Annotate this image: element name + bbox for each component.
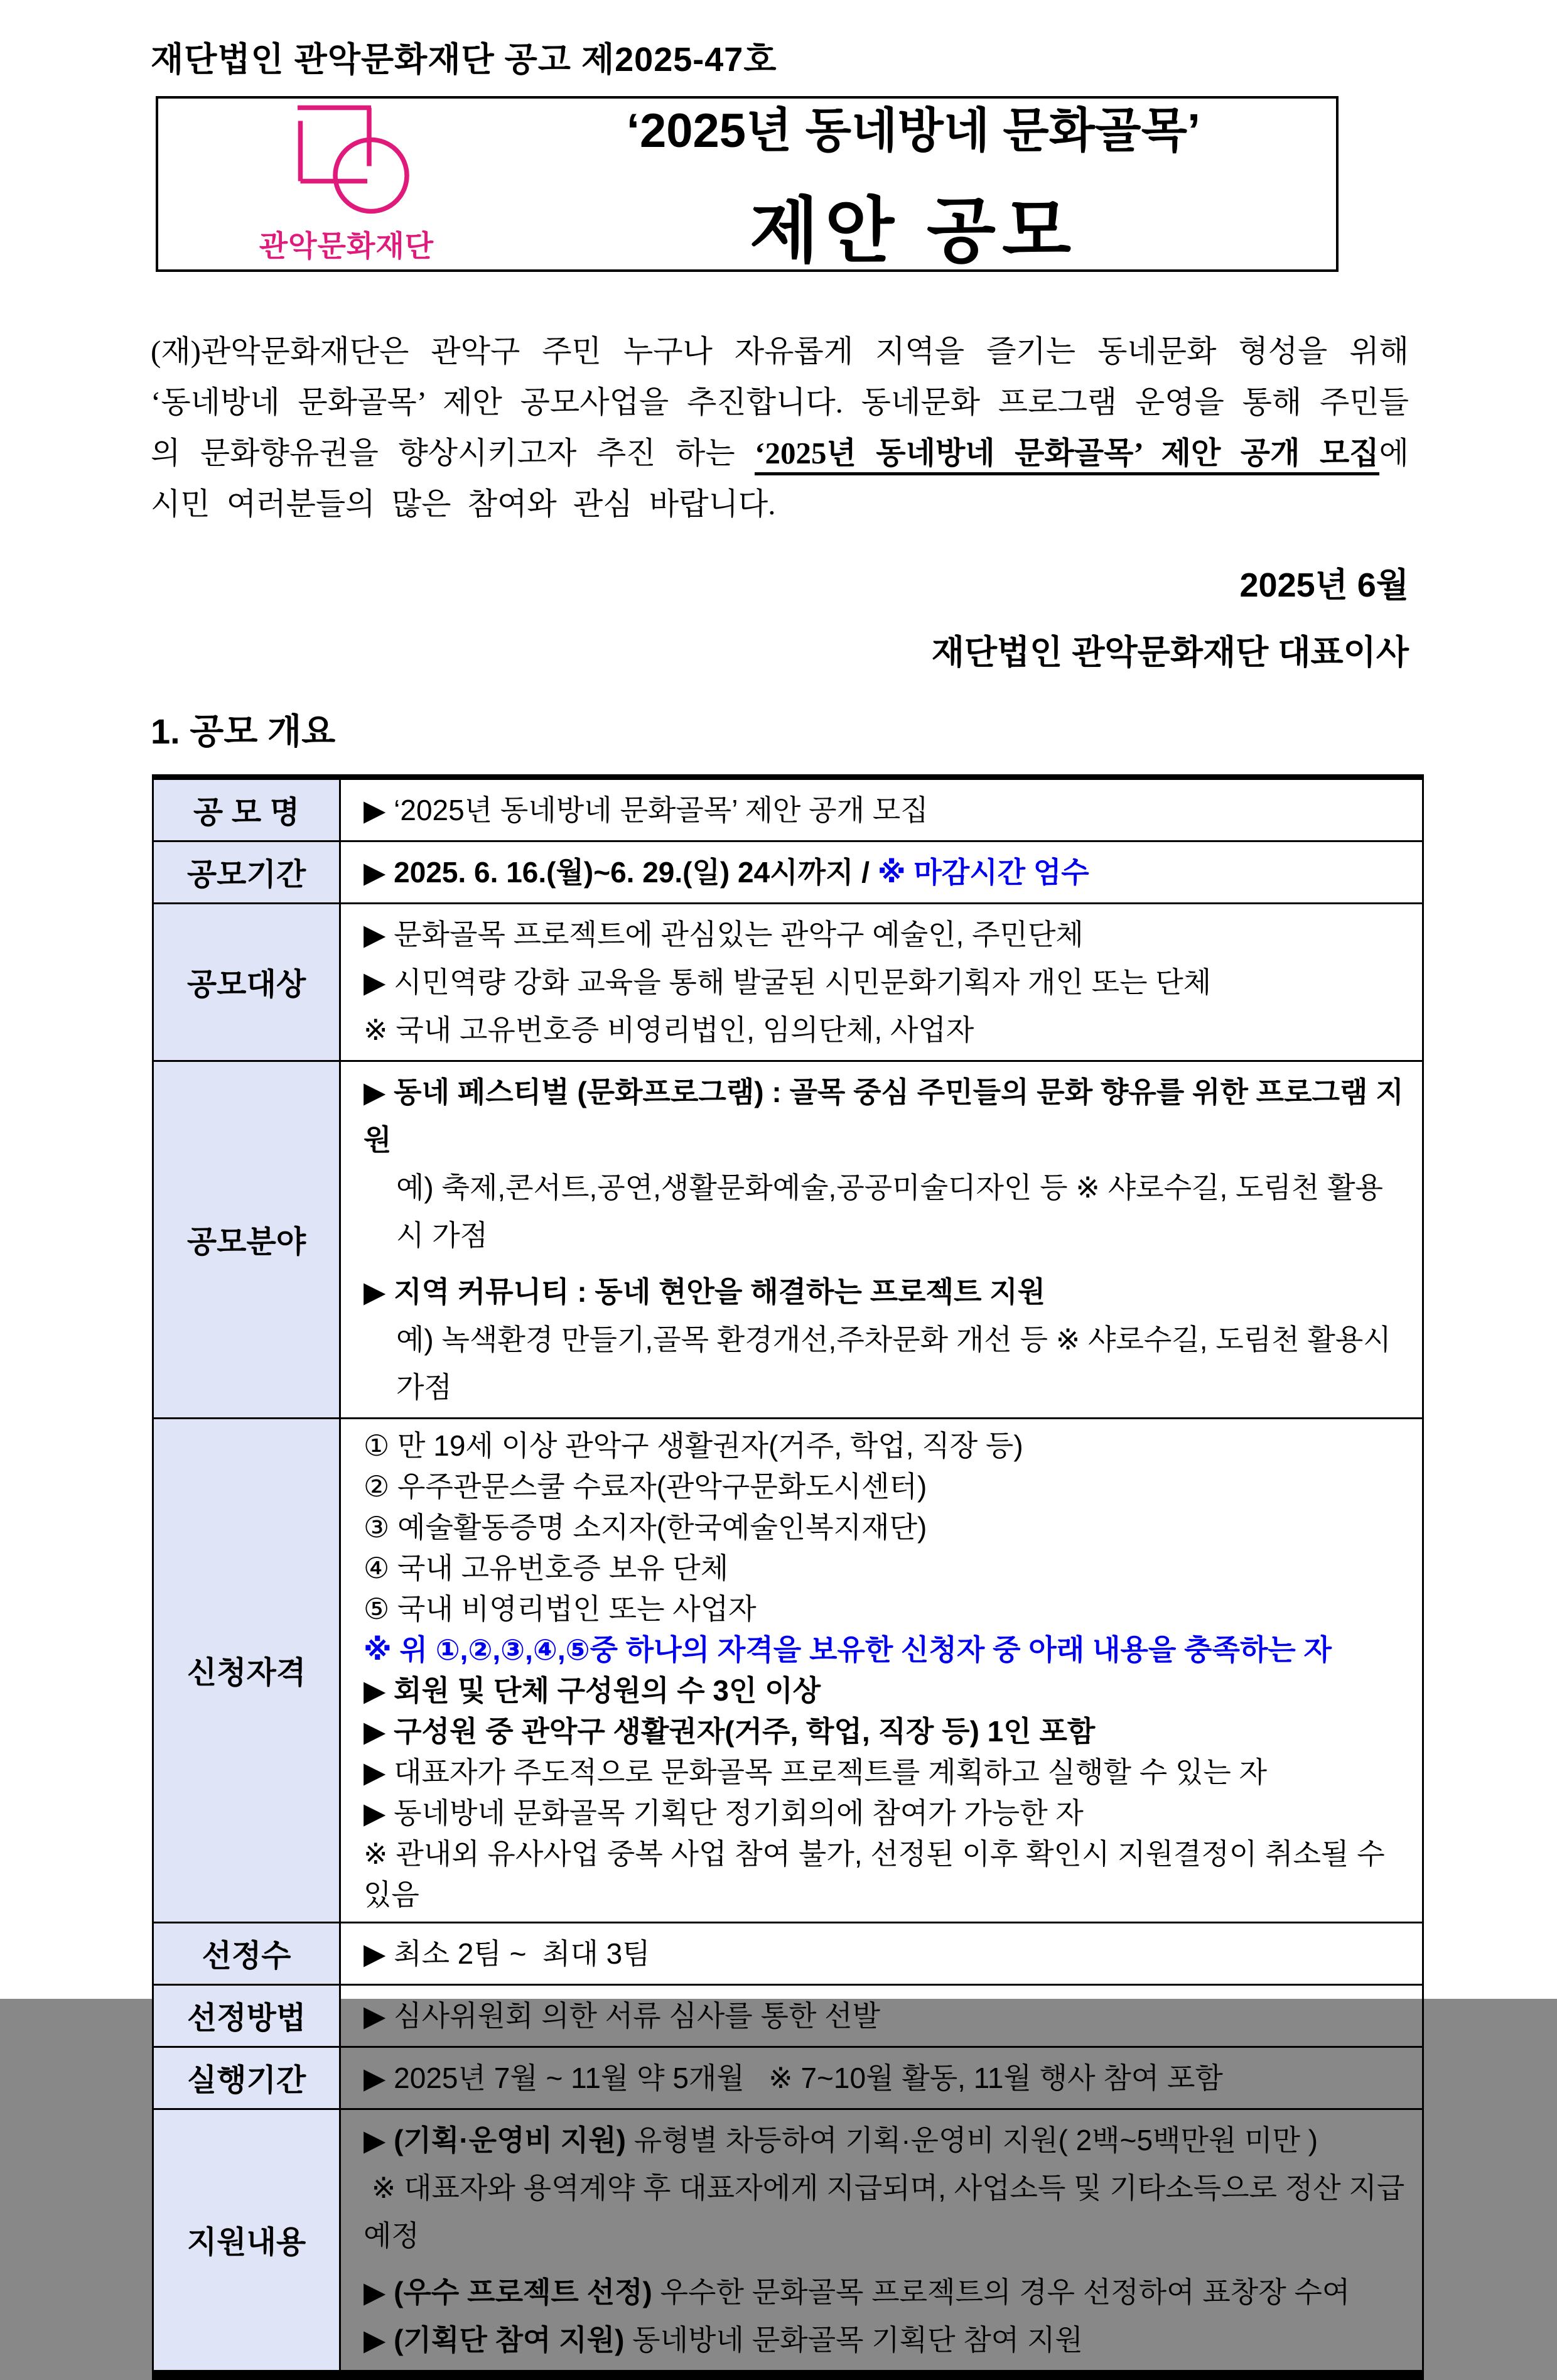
content-line — [364, 2268, 1411, 2316]
table-row-support — [153, 2109, 1423, 2376]
row-content-period — [340, 841, 1423, 904]
content-line: ※ 관내외 유사사업 중복 사업 참여 불가, 선정된 이후 확인시 지원결정이 취소될 수 있음 — [364, 1837, 1393, 1911]
row-content-selection-count — [340, 1923, 1423, 1985]
date-line: 2025년 6월 — [1239, 566, 1409, 604]
content-line: ▶ 시민역량 강화 교육을 통해 발굴된 시민문화기획자 개인 또는 단체 — [364, 966, 1212, 998]
support-item-title: ▶ (기획단 참여 지원) — [364, 2323, 625, 2356]
table-row-eligibility — [153, 1419, 1423, 1923]
table-row-period — [153, 841, 1423, 904]
row-header-period: 공모기간 — [153, 841, 340, 904]
content-line: ※ 국내 고유번호증 비영리법인, 임의단체, 사업자 — [364, 1014, 974, 1046]
table-row-name — [153, 777, 1423, 841]
title-box — [156, 96, 1339, 272]
content-line — [364, 2316, 1411, 2364]
content-line: 예) 녹색환경 만들기,골목 환경개선,주차문화 개선 등 ※ 샤로수길, 도림천 활용시 가점 — [396, 1323, 1399, 1404]
content-line: ④ 국내 고유번호증 보유 단체 — [364, 1552, 729, 1584]
period-text: ▶ 2025. 6. 16.(월)~6. 29.(일) 24시까지 / — [364, 856, 878, 889]
intro-text-pre: (재)관악문화재단은 관악구 주민 누구나 자유롭게 지역을 즐기는 동네문화 형성을 위해 ‘동네방네 문화골목’ 제안 공모사업을 추진합니다. 동네문화 프로그램 운영을 통해 주민들의 문화향유권을 향상시키고자 추진 하는 — [151, 334, 1409, 470]
support-item-text: 유형별 차등하여 기획·운영비 지원( 2백~5백만원 미만 ) — [625, 2124, 1318, 2156]
row-header-eligibility: 신청자격 — [153, 1419, 340, 1923]
row-content-name — [340, 777, 1423, 841]
content-line: ▶ 동네방네 문화골목 기획단 정기회의에 참여가 가능한 자 — [364, 1797, 1084, 1829]
content-line: ▶ 최소 2팀 ~ 최대 3팀 — [364, 1937, 650, 1970]
content-line — [364, 848, 1411, 896]
title-text-block — [535, 92, 1336, 276]
title-line-quote: ‘2025년 동네방네 문화골목’ — [626, 104, 1201, 158]
doc-number: 재단법인 관악문화재단 공고 제2025-47호 — [151, 41, 777, 78]
table-row-selection-method — [153, 1985, 1423, 2047]
eligibility-condition-note: ※ 위 ①,②,③,④,⑤중 하나의 자격을 보유한 신청자 중 아래 내용을 충족하는 자 — [364, 1633, 1332, 1666]
row-content-duration — [340, 2047, 1423, 2109]
table-row-target — [153, 904, 1423, 1061]
row-header-selection-count: 선정수 — [153, 1923, 340, 1985]
content-line: 예) 축제,콘서트,공연,생활문화예술,공공미술디자인 등 ※ 샤로수길, 도림천 활용시 가점 — [396, 1171, 1383, 1252]
intro-paragraph — [151, 326, 1409, 529]
content-line: ▶ 2025년 7월 ~ 11월 약 5개월 ※ 7~10월 활동, 11월 행사 참여 포함 — [364, 2062, 1223, 2094]
row-content-target — [340, 904, 1423, 1061]
table-row-duration — [153, 2047, 1423, 2109]
support-item-title: ▶ (우수 프로젝트 선정) — [364, 2276, 652, 2308]
row-header-name: 공 모 명 — [153, 777, 340, 841]
deadline-warning-text: ※ 마감시간 엄수 — [877, 856, 1089, 889]
content-line: ▶ 구성원 중 관악구 생활권자(거주, 학업, 직장 등) 1인 포함 — [364, 1715, 1096, 1748]
row-header-selection-method: 선정방법 — [153, 1985, 340, 2047]
foundation-logo-icon — [290, 103, 403, 214]
row-content-field — [340, 1061, 1423, 1419]
table-row-selection-count — [153, 1923, 1423, 1985]
row-content-selection-method — [340, 1985, 1423, 2047]
content-line: ③ 예술활동증명 소지자(한국예술인복지재단) — [364, 1511, 927, 1544]
content-line: ② 우주관문스쿨 수료자(관악구문화도시센터) — [364, 1470, 927, 1503]
row-header-duration: 실행기간 — [153, 2047, 340, 2109]
content-line: ▶ 동네 페스티벌 (문화프로그램) : 골목 중심 주민들의 문화 향유를 위한 프로그램 지원 — [364, 1076, 1404, 1156]
section-title: 1. 공모 개요 — [151, 711, 336, 751]
content-line: ⑤ 국내 비영리법인 또는 사업자 — [364, 1593, 757, 1625]
support-item-title: ▶ (기획·운영비 지원) — [364, 2124, 626, 2156]
content-line: ① 만 19세 이상 관악구 생활권자(거주, 학업, 직장 등) — [364, 1429, 1023, 1462]
intro-text-post: 에 시민 여러분들의 많은 참여와 관심 바랍니다. — [151, 436, 1409, 521]
content-line: ※ 대표자와 용역계약 후 대표자에게 지급되며, 사업소득 및 기타소득으로 정산 지급 예정 — [364, 2172, 1413, 2252]
row-content-eligibility — [340, 1419, 1423, 1923]
signature-line: 재단법인 관악문화재단 대표이사 — [931, 634, 1409, 671]
row-header-target: 공모대상 — [153, 904, 340, 1061]
content-line — [364, 2116, 1411, 2164]
row-header-support: 지원내용 — [153, 2109, 340, 2376]
row-header-field: 공모분야 — [153, 1061, 340, 1419]
content-line: ▶ 지역 커뮤니티 : 동네 현안을 해결하는 프로젝트 지원 — [364, 1275, 1046, 1308]
support-item-text: 우수한 문화골목 프로젝트의 경우 선정하여 표창장 수여 — [652, 2276, 1350, 2308]
application-overview-table — [152, 774, 1424, 2380]
table-row-field — [153, 1061, 1423, 1419]
intro-text-highlight: ‘2025년 동네방네 문화골목’ 제안 공개 모집 — [755, 436, 1379, 475]
foundation-logo — [158, 103, 535, 265]
content-line: ▶ 회원 및 단체 구성원의 수 3인 이상 — [364, 1674, 821, 1707]
content-line: ▶ ‘2025년 동네방네 문화골목’ 제안 공개 모집 — [364, 794, 929, 826]
content-line: ▶ 대표자가 주도적으로 문화골목 프로젝트를 계획하고 실행할 수 있는 자 — [364, 1756, 1268, 1788]
content-line: ▶ 문화골목 프로젝트에 관심있는 관악구 예술인, 주민단체 — [364, 918, 1084, 951]
title-line-main: 제안 공모 — [749, 191, 1078, 271]
support-item-text: 동네방네 문화골목 기획단 참여 지원 — [624, 2323, 1083, 2356]
row-content-support — [340, 2109, 1423, 2376]
content-line: ▶ 심사위원회 의한 서류 심사를 통한 선발 — [364, 1999, 881, 2032]
foundation-logo-text: 관악문화재단 — [259, 229, 434, 262]
